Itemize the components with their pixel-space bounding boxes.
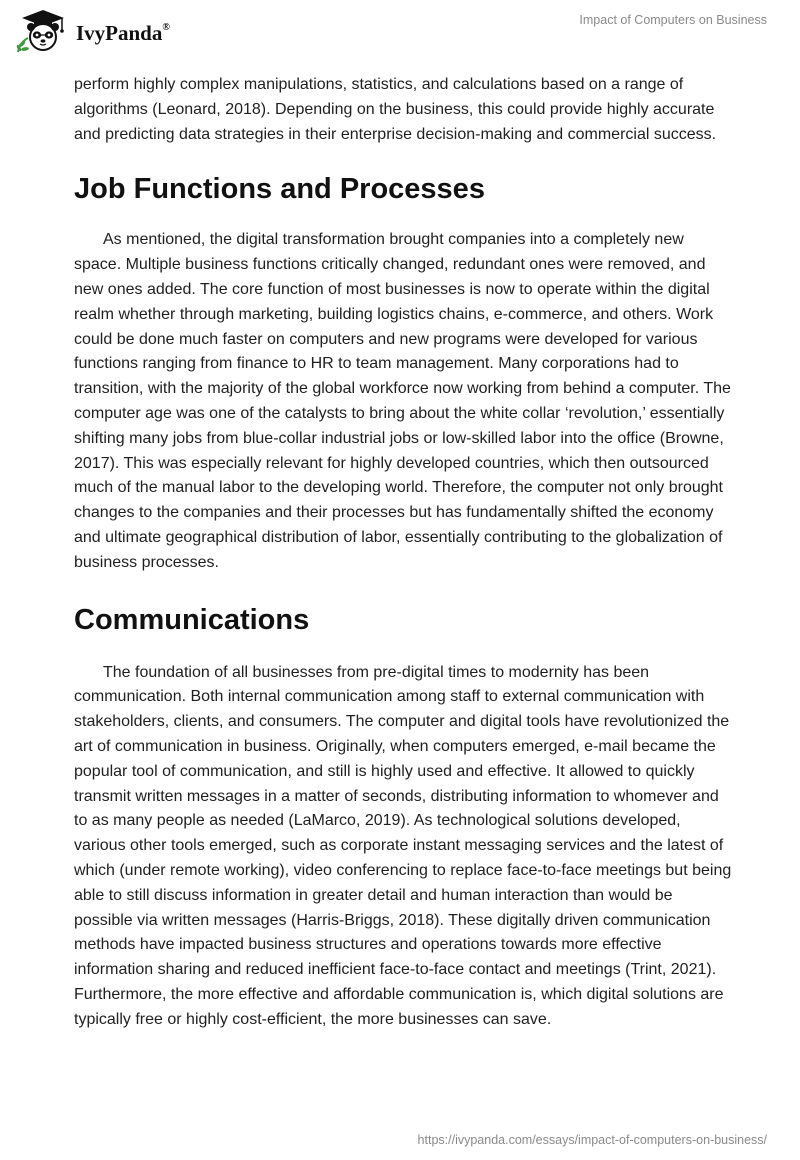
intro-paragraph: perform highly complex manipulations, statistics, and calculations based on a range of algorithms (Leonard, 2018). Depending on the business, this could provide highly accurate and predicting data strategies in their enterprise decision-making and commercial success. — [74, 76, 717, 143]
section-paragraph-communications: The foundation of all businesses from pre-digital times to modernity has been communication. Both internal communication among staff to external communication with stakeholders, clients, and consumers. The computer and digital tools have revolutionized the art of communication in business. Originally, when computers emerged, e-mail became the popular tool of communication, and still is highly used and effective. It allowed to quickly transmit written messages in a matter of seconds, distributing information to whomever and to as many people as needed (LaMarco, 2019). As technological solutions developed, various other tools emerged, such as corporate instant messaging services and the latest of which (under remote working), video conferencing to replace face-to-face meetings but being able to still discuss information in greater detail and human interaction than would be possible via written messages (Harris-Briggs, 2018). These digitally driven communication methods have impacted business structures and operations towards more effective information sharing and reduced inefficient face-to-face contact and meetings (Trint, 2021). Furthermore, the more effective and affordable communication is, which digital solutions are typically free or highly cost-efficient, the more businesses can save. — [74, 663, 732, 1028]
section-heading-communications: Communications — [74, 603, 310, 636]
ivypanda-logo[interactable] — [14, 8, 170, 54]
panda-graduate-icon — [14, 8, 72, 54]
section-heading-job-functions: Job Functions and Processes — [74, 173, 485, 206]
essay-body — [74, 73, 734, 1033]
section-paragraph-job-functions: As mentioned, the digital transformation brought companies into a completely new space. Multiple business functions critically changed, redundant ones were removed, and new ones added. The core function of most businesses is now to operate within the digital realm whether through marketing, building logistics chains, e-commerce, and others. Work could be done much faster on computers and new programs were developed for various functions ranging from finance to HR to team management. Many corporations had to transition, with the majority of the global workforce now working from behind a computer. The computer age was one of the catalysts to bring about the white collar ‘revolution,’ essentially shifting many jobs from blue-collar industrial jobs or low-skilled labor into the office (Browne, 2017). This was especially relevant for highly developed countries, which then outsourced much of the manual labor to the developing world. Therefore, the computer not only brought changes to the companies and their processes but has fundamentally shifted the economy and ultimate geographical distribution of labor, essentially contributing to the globalization of business processes. — [74, 231, 731, 571]
page-header — [0, 0, 800, 70]
document-title: Impact of Computers on Business — [579, 13, 767, 27]
brand-name: IvyPanda® — [76, 20, 170, 45]
source-url-link[interactable]: https://ivypanda.com/essays/impact-of-computers-on-business/ — [417, 1133, 767, 1147]
